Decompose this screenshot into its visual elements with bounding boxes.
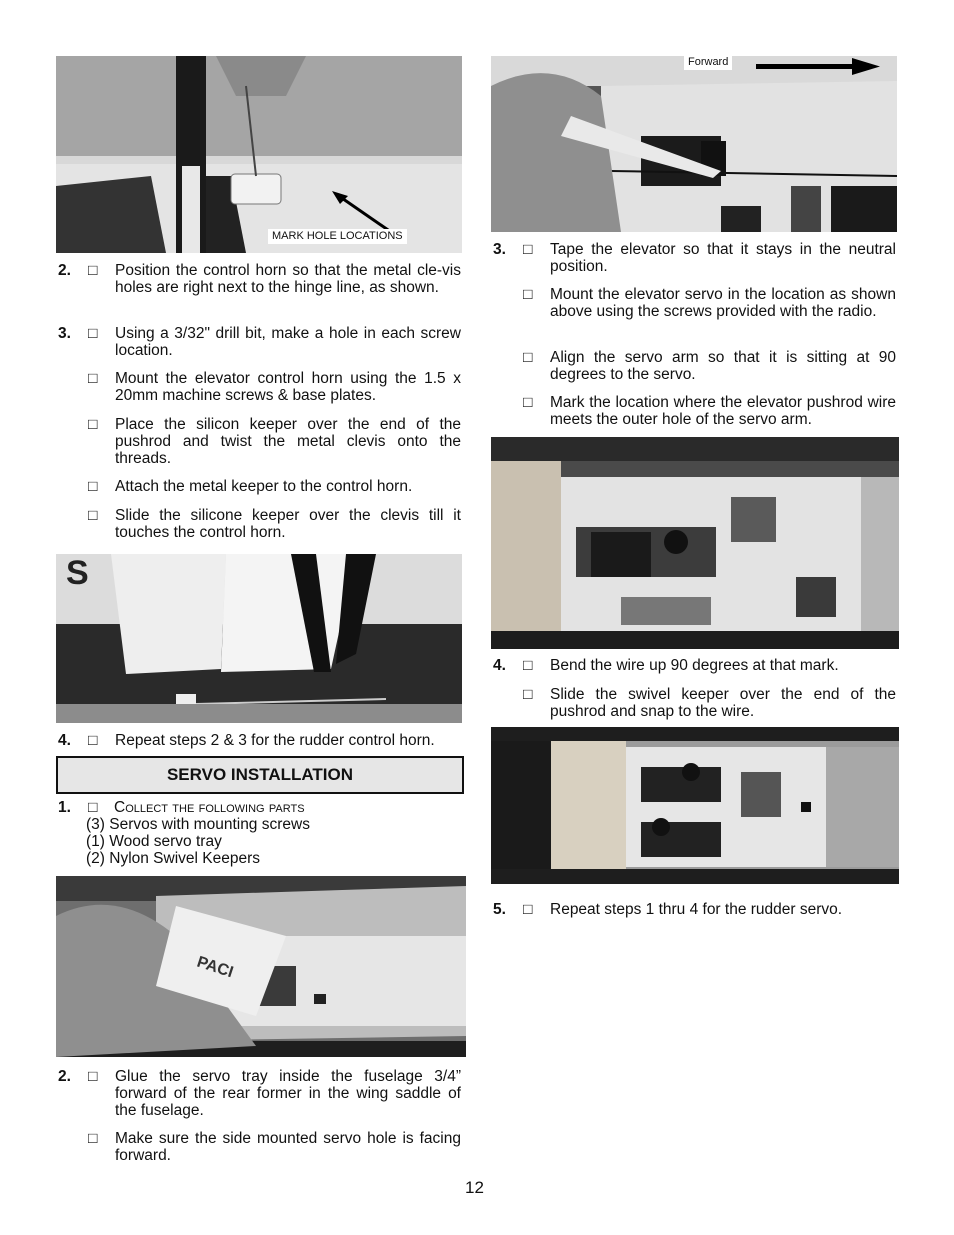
substep-place-keeper xyxy=(58,416,461,468)
checkbox-icon[interactable]: □ xyxy=(88,325,98,342)
step-2-position-horn xyxy=(58,262,461,314)
step-4-rudder-horn xyxy=(58,732,461,750)
step-text: Position the control horn so that the metal cle-vis holes are right next to the hinge line, as shown. xyxy=(115,262,461,296)
hole-locations-label: MARK HOLE LOCATIONS xyxy=(268,229,407,244)
photo-rudder-horn xyxy=(56,554,462,723)
photo-elevator-servo-installed xyxy=(491,437,899,649)
checkbox-icon[interactable]: □ xyxy=(523,286,533,303)
step-text: Attach the metal keeper to the control horn. xyxy=(115,478,413,495)
checkbox-icon[interactable]: □ xyxy=(523,686,533,703)
checkbox-icon[interactable]: □ xyxy=(88,416,98,433)
step-3-drill-holes xyxy=(58,325,461,361)
checkbox-icon[interactable]: □ xyxy=(88,732,98,749)
step-number: 2. xyxy=(58,1068,71,1085)
checkbox-icon[interactable]: □ xyxy=(88,262,98,279)
step-2-glue-servo-tray xyxy=(58,1068,461,1120)
checkbox-icon[interactable]: □ xyxy=(88,478,98,495)
substep-mark-pushrod xyxy=(493,394,896,430)
step-text: Mount the elevator servo in the location as shown above using the screws provided with the radio. xyxy=(550,286,896,320)
section-heading-servo-installation: SERVO INSTALLATION xyxy=(56,756,464,794)
step-text: Mount the elevator control horn using the 1.5 x 20mm machine screws & base plates. xyxy=(115,370,461,404)
step-text: Bend the wire up 90 degrees at that mark. xyxy=(550,657,839,674)
step-number: 1. xyxy=(58,799,71,816)
checkbox-icon[interactable]: □ xyxy=(88,799,98,816)
step-text: Collect the following parts xyxy=(114,799,305,816)
substep-mount-elevator-servo xyxy=(493,286,896,338)
checkbox-icon[interactable]: □ xyxy=(88,1068,98,1085)
step-number: 4. xyxy=(58,732,71,749)
photo-control-horn xyxy=(56,56,462,253)
checkbox-icon[interactable]: □ xyxy=(523,349,533,366)
step-text: Slide the swivel keeper over the end of the pushrod and snap to the wire. xyxy=(550,686,896,720)
substep-swivel-keeper xyxy=(493,686,896,722)
checkbox-icon[interactable]: □ xyxy=(523,241,533,258)
substep-slide-keeper xyxy=(58,507,461,543)
step-text: Place the silicon keeper over the end of the pushrod and twist the metal clevis onto the threads. xyxy=(115,416,461,467)
step-text: Mark the location where the elevator pushrod wire meets the outer hole of the servo arm. xyxy=(550,394,896,428)
substep-servo-hole-forward xyxy=(58,1130,461,1166)
step-text: Glue the servo tray inside the fuselage 3/4” forward of the rear former in the wing saddle of the fuselage. xyxy=(115,1068,461,1119)
checkbox-icon[interactable]: □ xyxy=(523,657,533,674)
page-number: 12 xyxy=(465,1178,484,1197)
step-1-collect-parts xyxy=(58,799,461,817)
parts-list-item: (2) Nylon Swivel Keepers xyxy=(86,850,261,867)
checkbox-icon[interactable]: □ xyxy=(88,507,98,524)
forward-label: Forward xyxy=(684,55,732,70)
checkbox-icon[interactable]: □ xyxy=(88,1130,98,1147)
parts-list-item: (3) Servos with mounting screws xyxy=(86,816,310,833)
checkbox-icon[interactable]: □ xyxy=(523,394,533,411)
step-text: Repeat steps 2 & 3 for the rudder control horn. xyxy=(115,732,435,749)
step-text: Slide the silicone keeper over the clevis till it touches the control horn. xyxy=(115,507,461,541)
step-text: Repeat steps 1 thru 4 for the rudder servo. xyxy=(550,901,843,918)
checkbox-icon[interactable]: □ xyxy=(523,901,533,918)
step-text: Make sure the side mounted servo hole is facing forward. xyxy=(115,1130,461,1164)
substep-mount-horn xyxy=(58,370,461,406)
svg-text:PACI: PACI xyxy=(194,953,236,982)
step-text: Tape the elevator so that it stays in the neutral position. xyxy=(550,241,896,275)
forward-arrow-icon xyxy=(756,58,880,76)
photo-glue-servo-tray xyxy=(56,876,466,1057)
step-number: 4. xyxy=(493,657,506,674)
step-number: 2. xyxy=(58,262,71,279)
substep-attach-keeper xyxy=(58,478,461,496)
step-text: Align the servo arm so that it is sitting at 90 degrees to the servo. xyxy=(550,349,896,383)
checkbox-icon[interactable]: □ xyxy=(88,370,98,387)
substep-align-servo-arm xyxy=(493,349,896,385)
svg-text:S: S xyxy=(66,554,89,592)
step-text: Using a 3/32" drill bit, make a hole in each screw location. xyxy=(115,325,461,359)
step-number: 3. xyxy=(58,325,71,342)
step-number: 5. xyxy=(493,901,506,918)
parts-list-item: (1) Wood servo tray xyxy=(86,833,222,850)
step-5-rudder-servo xyxy=(493,901,896,919)
photo-mark-pushrod xyxy=(491,56,897,232)
step-4-bend-wire xyxy=(493,657,896,675)
step-3-tape-elevator xyxy=(493,241,896,277)
photo-both-servos xyxy=(491,727,899,884)
step-number: 3. xyxy=(493,241,506,258)
